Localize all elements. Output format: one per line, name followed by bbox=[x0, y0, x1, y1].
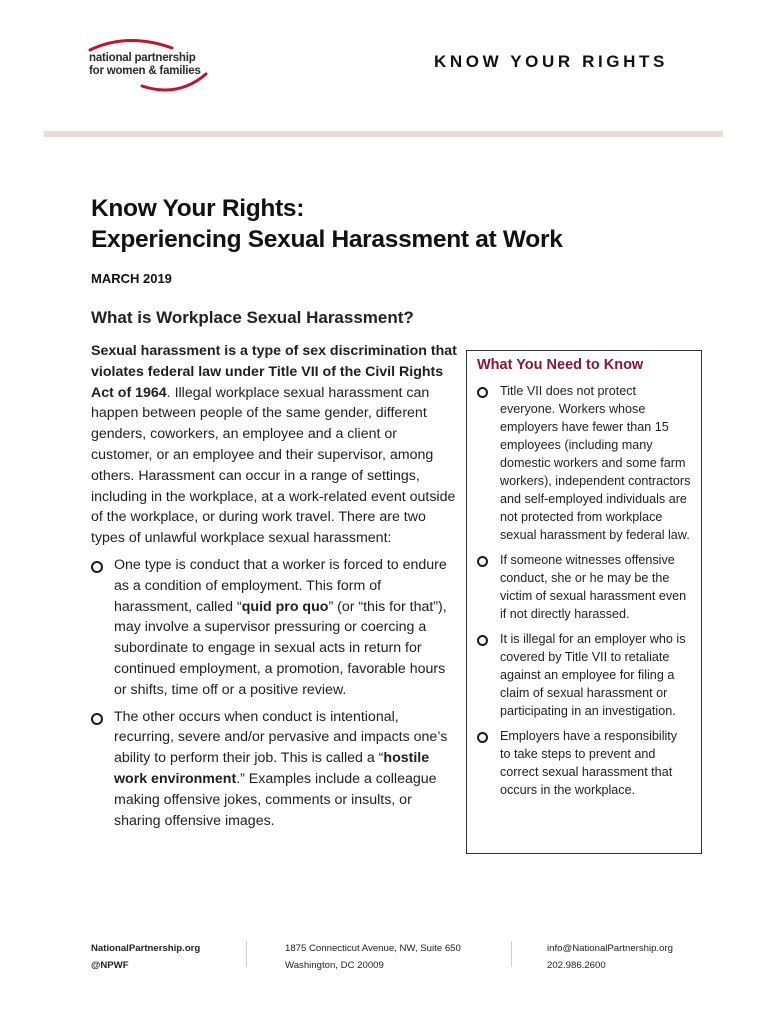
sidebar-title: What You Need to Know bbox=[477, 357, 644, 373]
list-item-text: If someone witnesses offensive conduct, she or he may be the victim of sexual harassment even if not directly harassed. bbox=[500, 553, 687, 621]
bullet-circle-icon bbox=[91, 713, 103, 725]
bullet-circle-icon bbox=[477, 556, 488, 567]
list-item bbox=[91, 707, 461, 832]
section-heading: What is Workplace Sexual Harassment? bbox=[91, 308, 414, 327]
list-item-text: Title VII does not protect everyone. Workers whose employers have fewer than 15 employees (including many domestic workers and some farm workers), independent contractors and self-employed individuals are not protected from workplace sexual harassment by federal law. bbox=[500, 384, 691, 542]
list-item-text: It is illegal for an employer who is covered by Title VII to retaliate against an employee for filing a claim of sexual harassment or participating in an investigation. bbox=[500, 632, 686, 718]
intro-paragraph bbox=[91, 341, 461, 549]
list-item bbox=[477, 630, 691, 720]
footer-email-link[interactable]: info@NationalPartnership.org bbox=[547, 943, 673, 954]
bullet-circle-icon bbox=[477, 732, 488, 743]
list-item bbox=[477, 727, 691, 799]
bullet-circle-icon bbox=[91, 561, 103, 573]
logo-line-2: for women & families bbox=[89, 65, 201, 77]
footer-social-handle[interactable]: @NPWF bbox=[91, 960, 129, 971]
list-item-text: .” Examples include a colleague making offensive jokes, comments or insults, or sharing offensive images. bbox=[114, 770, 437, 829]
footer-contact bbox=[547, 940, 673, 974]
footer-web bbox=[91, 940, 200, 974]
logo-wordmark bbox=[89, 52, 201, 78]
main-body bbox=[91, 341, 461, 837]
header-title: KNOW YOUR RIGHTS bbox=[434, 52, 668, 71]
footer-phone: 202.986.2600 bbox=[547, 960, 606, 971]
logo-line-1: national partnership bbox=[89, 52, 196, 64]
list-item-text: One type is conduct that a worker is forced to endure as a condition of employment. This form of harassment, called “ bbox=[114, 556, 447, 615]
header-divider bbox=[44, 131, 723, 137]
bullet-circle-icon bbox=[477, 635, 488, 646]
document-title-line-1: Know Your Rights: bbox=[91, 195, 305, 222]
document-title-line-2: Experiencing Sexual Harassment at Work bbox=[91, 226, 563, 253]
harassment-types-list bbox=[91, 555, 461, 831]
footer-divider bbox=[511, 941, 512, 967]
intro-text: . Illegal workplace sexual harassment can happen between people of the same gender, different genders, coworkers, an employee and a client or customer, or an employee and their supervisor, among others. Harassment can occur in a range of settings, including in the workplace, at a work-related event outside of the workplace, or during work travel. There are two types of unlawful workplace sexual harassment: bbox=[91, 384, 456, 547]
footer-divider bbox=[246, 941, 247, 967]
list-item bbox=[477, 551, 691, 623]
list-item bbox=[477, 382, 691, 544]
footer-address-line-2: Washington, DC 20009 bbox=[285, 960, 384, 971]
what-you-need-to-know-box bbox=[466, 350, 702, 854]
bullet-circle-icon bbox=[477, 387, 488, 398]
list-item bbox=[91, 555, 461, 701]
list-item-bold-term: quid pro quo bbox=[241, 598, 329, 615]
footer-address-line-1: 1875 Connecticut Avenue, NW, Suite 650 bbox=[285, 943, 461, 954]
list-item-text: The other occurs when conduct is intentional, recurring, severe and/or pervasive and impacts one’s ability to perform their job. This is called a “ bbox=[114, 708, 448, 767]
intro-bold-text: Sexual harassment is a type of sex discrimination that violates federal law under Title VII of the Civil Rights Act of 1964 bbox=[91, 343, 457, 401]
organization-logo bbox=[84, 36, 224, 98]
list-item-text: Employers have a responsibility to take steps to prevent and correct sexual harassment that occurs in the workplace. bbox=[500, 729, 678, 797]
footer-address bbox=[285, 940, 461, 974]
document-date: MARCH 2019 bbox=[91, 271, 172, 286]
list-item-bold-term: hostile work environment bbox=[114, 750, 430, 787]
sidebar-list bbox=[477, 382, 691, 799]
list-item-text: ” (or “this for that”), may involve a supervisor pressuring or coercing a subordinate to engage in sexual acts in return for continued employment, a promotion, favorable hours or shifts, time off or a positive review. bbox=[114, 598, 447, 698]
document-title bbox=[91, 193, 563, 255]
footer-website-link[interactable]: NationalPartnership.org bbox=[91, 943, 201, 954]
